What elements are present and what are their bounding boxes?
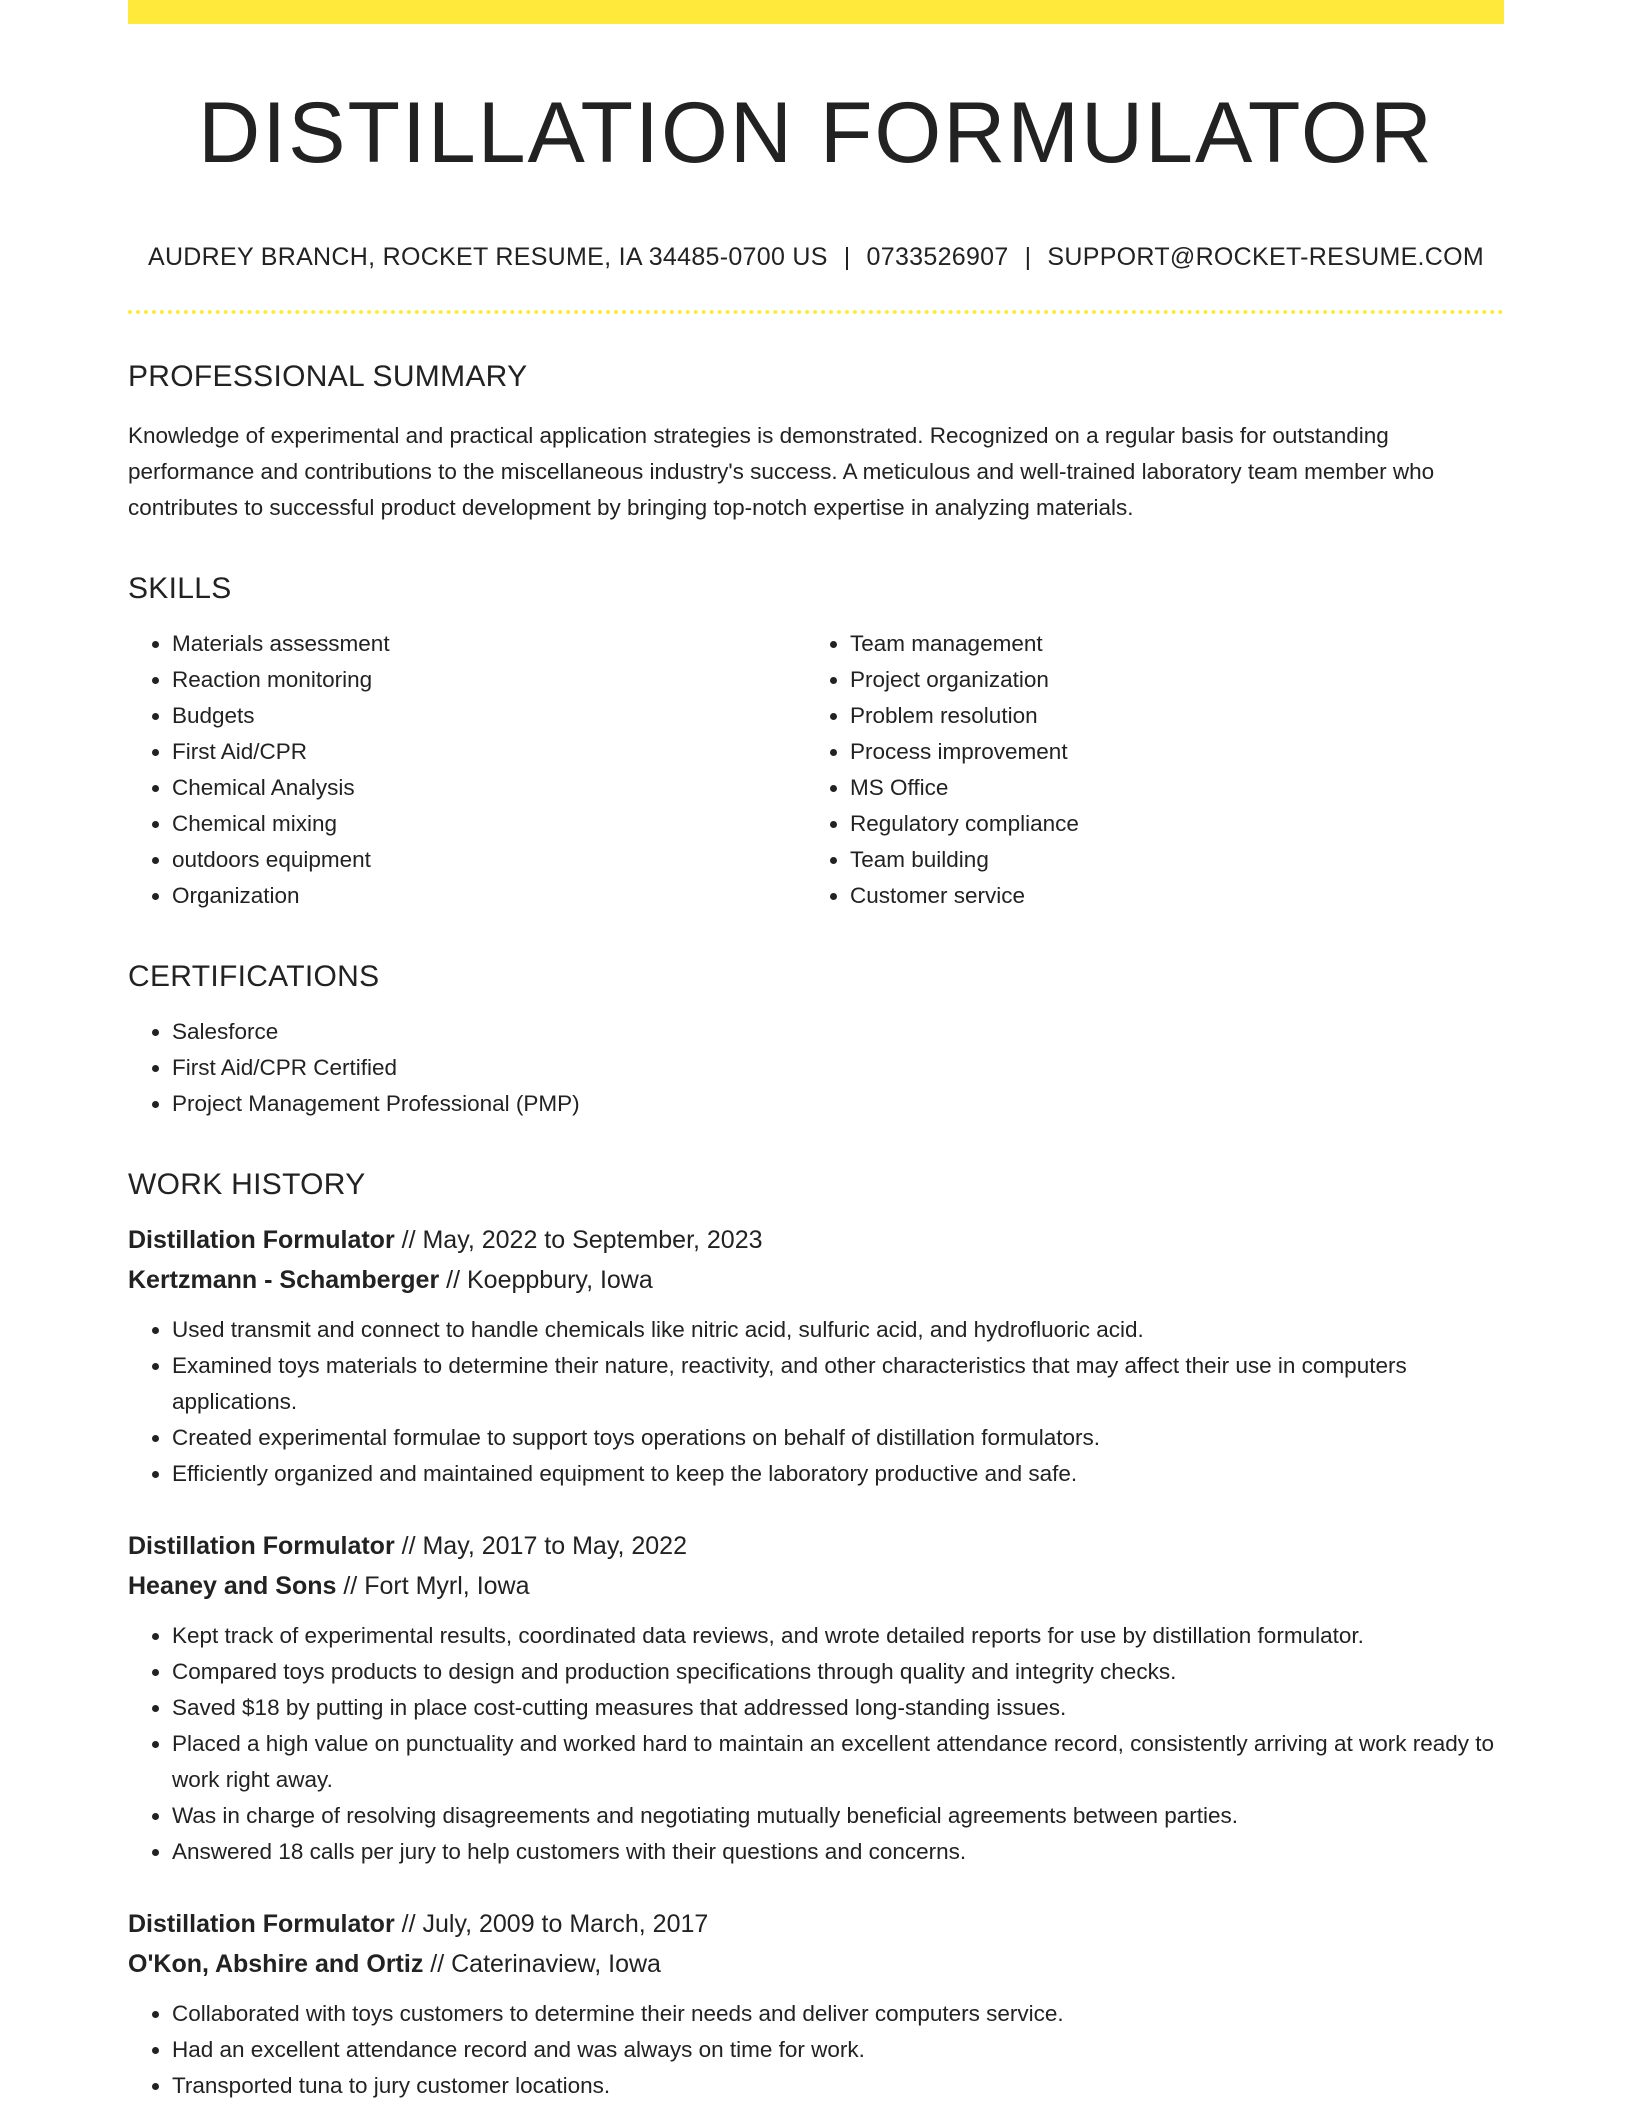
skill-item: • Process improvement [850, 734, 1484, 770]
skills-list-right [806, 626, 1484, 914]
work-history-jobs [128, 1220, 1504, 2104]
job-company-line [128, 1260, 1504, 1300]
job-company: Kertzmann - Schamberger [128, 1265, 440, 1294]
job-role: Distillation Formulator [128, 1225, 395, 1254]
certification-item: • First Aid/CPR Certified [172, 1050, 1504, 1086]
certification-item: • Project Management Professional (PMP) [172, 1086, 1504, 1122]
job-bullet: • Transported tuna to jury customer locations. [172, 2068, 1504, 2104]
summary-text: Knowledge of experimental and practical application strategies is demonstrated. Recognized on a regular basis for outstanding performance and contributions to the miscellaneous industry's success. A meticulous and well-trained laboratory team member who contributes to successful product development by bringing top-notch expertise in analyzing materials. [128, 422, 1435, 520]
certifications-title: CERTIFICATIONS [128, 959, 380, 993]
skills-section [128, 572, 1504, 914]
skill-item: • Team building [850, 842, 1484, 878]
contact-email[interactable]: SUPPORT@ROCKET-RESUME.COM [1047, 242, 1485, 271]
contact-line [128, 243, 1504, 272]
skill-item: • Customer service [850, 878, 1484, 914]
job-delimiter: // [439, 1265, 467, 1294]
skill-item: • Budgets [172, 698, 806, 734]
job-bullet: • Answered 18 calls per jury to help customers with their questions and concerns. [172, 1834, 1504, 1870]
summary-section [128, 360, 1504, 526]
contact-separator: | [843, 242, 851, 271]
contact-address: AUDREY BRANCH, ROCKET RESUME, IA 34485-0700 US [147, 242, 828, 271]
accent-top-bar [128, 0, 1504, 24]
job-location: Koeppbury, Iowa [467, 1265, 653, 1294]
job-delimiter: // [394, 1531, 423, 1560]
skill-item: • Reaction monitoring [172, 662, 806, 698]
job-entry [128, 1904, 1504, 2104]
job-location: Fort Myrl, Iowa [364, 1571, 530, 1600]
skill-item: • Problem resolution [850, 698, 1484, 734]
job-dates: May, 2017 to May, 2022 [422, 1531, 687, 1560]
job-delimiter: // [394, 1225, 423, 1254]
contact-separator: | [1024, 242, 1032, 271]
dotted-divider [128, 310, 1504, 314]
job-dates: July, 2009 to March, 2017 [422, 1909, 709, 1938]
job-delimiter: // [336, 1571, 365, 1600]
work-history-title: WORK HISTORY [128, 1167, 366, 1201]
skill-item: • Team management [850, 626, 1484, 662]
work-history-section [128, 1168, 1504, 2104]
job-bullet: • Compared toys products to design and production specifications through quality and integrity checks. [172, 1654, 1504, 1690]
job-dates: May, 2022 to September, 2023 [422, 1225, 763, 1254]
job-delimiter: // [394, 1909, 423, 1938]
resume-page [128, 0, 1504, 2104]
job-company: Heaney and Sons [128, 1571, 337, 1600]
resume-name: DISTILLATION FORMULATOR [198, 85, 1434, 181]
skill-item: • outdoors equipment [172, 842, 806, 878]
certifications-list [128, 1014, 1504, 1122]
job-title-line [128, 1904, 1504, 1944]
summary-title: PROFESSIONAL SUMMARY [128, 359, 528, 393]
job-location: Caterinaview, Iowa [451, 1949, 661, 1978]
job-company-line [128, 1566, 1504, 1606]
job-bullet: • Saved $18 by putting in place cost-cutting measures that addressed long-standing issues. [172, 1690, 1504, 1726]
job-bullets-list [128, 1996, 1504, 2104]
skills-columns [128, 626, 1504, 914]
certification-item: • Salesforce [172, 1014, 1504, 1050]
job-delimiter: // [423, 1949, 452, 1978]
skill-item: • First Aid/CPR [172, 734, 806, 770]
job-company-line [128, 1944, 1504, 1984]
job-title-line [128, 1220, 1504, 1260]
job-company: O'Kon, Abshire and Ortiz [128, 1949, 424, 1978]
job-bullet: • Collaborated with toys customers to determine their needs and deliver computers service. [172, 1996, 1504, 2032]
skills-column-left [128, 626, 806, 914]
job-bullets-list [128, 1618, 1504, 1870]
contact-phone[interactable]: 0733526907 [866, 242, 1009, 271]
job-bullet: • Had an excellent attendance record and was always on time for work. [172, 2032, 1504, 2068]
skill-item: • Project organization [850, 662, 1484, 698]
job-bullet: • Created experimental formulae to support toys operations on behalf of distillation formulators. [172, 1420, 1504, 1456]
skills-title: SKILLS [128, 571, 232, 605]
job-bullet: • Placed a high value on punctuality and worked hard to maintain an excellent attendance record, consistently arriving at work ready to work right away. [172, 1726, 1504, 1798]
job-bullet: • Used transmit and connect to handle chemicals like nitric acid, sulfuric acid, and hydrofluoric acid. [172, 1312, 1504, 1348]
skill-item: • Chemical mixing [172, 806, 806, 842]
job-bullet: • Efficiently organized and maintained equipment to keep the laboratory productive and safe. [172, 1456, 1504, 1492]
skill-item: • Materials assessment [172, 626, 806, 662]
skill-item: • Chemical Analysis [172, 770, 806, 806]
skill-item: • Regulatory compliance [850, 806, 1484, 842]
job-role: Distillation Formulator [128, 1909, 395, 1938]
job-entry [128, 1526, 1504, 1870]
skills-column-right [806, 626, 1484, 914]
job-bullets-list [128, 1312, 1504, 1492]
job-bullet: • Was in charge of resolving disagreements and negotiating mutually beneficial agreements between parties. [172, 1798, 1504, 1834]
job-title-line [128, 1526, 1504, 1566]
certifications-section [128, 960, 1504, 1122]
skills-list-left [128, 626, 806, 914]
job-bullet: • Kept track of experimental results, coordinated data reviews, and wrote detailed reports for use by distillation formulator. [172, 1618, 1504, 1654]
job-role: Distillation Formulator [128, 1531, 395, 1560]
skill-item: • Organization [172, 878, 806, 914]
job-bullet: • Examined toys materials to determine their nature, reactivity, and other characteristics that may affect their use in computers applications. [172, 1348, 1504, 1420]
skill-item: • MS Office [850, 770, 1484, 806]
job-entry [128, 1220, 1504, 1492]
